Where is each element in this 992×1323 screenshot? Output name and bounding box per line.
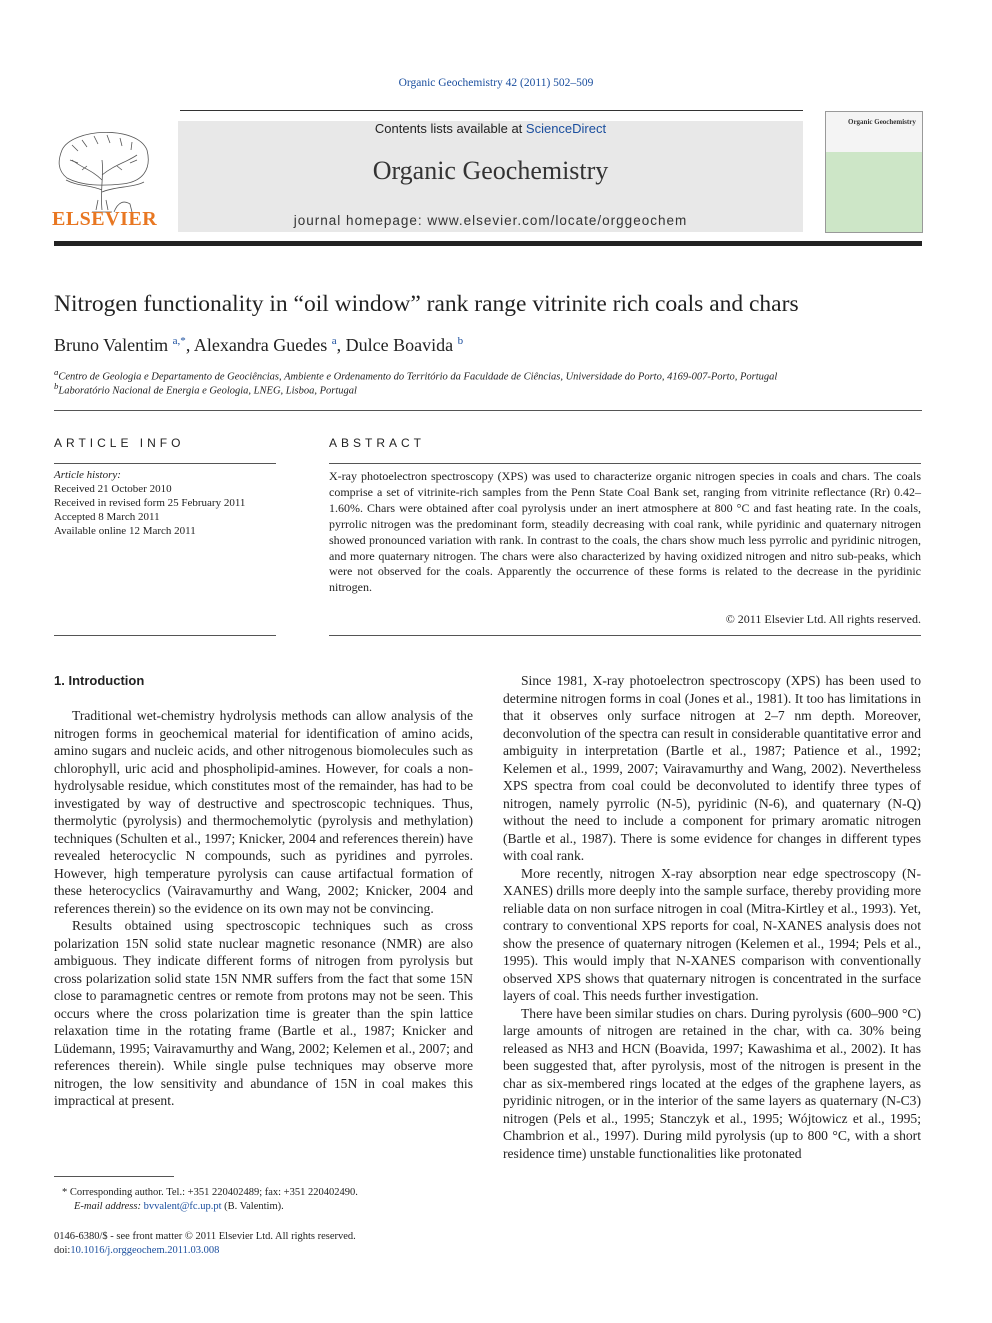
abstract-rule — [329, 463, 921, 464]
doi-link[interactable]: 10.1016/j.orggeochem.2011.03.008 — [70, 1245, 220, 1256]
affiliation-text: Laboratório Nacional de Energia e Geologia, LNEG, Lisboa, Portugal — [58, 385, 357, 397]
author-affiliation-mark[interactable]: a,* — [172, 335, 186, 347]
corresponding-author-note: * Corresponding author. Tel.: +351 220402489; fax: +351 220402490. — [62, 1187, 358, 1198]
journal-name: Organic Geochemistry — [372, 156, 609, 185]
sciencedirect-link[interactable]: ScienceDirect — [525, 121, 607, 136]
abstract-text: X-ray photoelectron spectroscopy (XPS) was used to characterize organic nitrogen species in coals and chars. The coals comprise a set of vitrinite-rich samples from the Penn State Coal Bank set, ranging from vitrinite reflectance (Rr) 0.42–1.60%. Chars were obtained after coal pyrolysis under an inert atmosphere at 800 °C and fast heating rate. In the coals, pyrrolic nitrogen was the predominant form, steadily decreasing with coal rank, while pyridinic and quaternary nitrogen showed pronounced variation with rank. In contrast to the coals, the chars show much less pyrrolic and pyridinic nitrogen, and more quaternary nitrogen. The chars were also characterized by having oxidized nitrogen and nitro sub-peaks, which were not observed for the coals. Apparently the occurrence of these forms is related to the decrease in the pyridinic nitrogen. — [329, 469, 921, 595]
body-paragraph: Since 1981, X-ray photoelectron spectroscopy (XPS) has been used to determine nitrogen forms in coal (Jones et al., 1981). It too has limitations in that it observes only surface nitrogen at 2–7 nm depth. Moreover, deconvolution of the spectra can result in considerable quantitative error and ambiguity in interpretation (Bartle et al., 1987; Patience et al., 1992; Kelemen et al., 1999, 2007; Vairavamurthy and Wang, 2002). Nevertheless XPS spectra from coal could be deconvoluted to identify three types of nitrogen, namely pyrrolic (N-5), pyridinic (N-6), and quaternary (N-Q) without the need to include a component for primary aromatic nitrogen (Bartle et al., 1987). There is some evidence for changes in different types with coal rank. — [503, 673, 921, 863]
email-suffix: (B. Valentim). — [221, 1201, 284, 1212]
history-item: Received 21 October 2010 — [54, 483, 172, 495]
affiliation-divider — [54, 410, 922, 411]
footnote-rule — [54, 1176, 174, 1177]
cover-green-panel — [826, 152, 922, 232]
issn-line: 0146-6380/$ - see front matter © 2011 Elsevier Ltd. All rights reserved. — [54, 1231, 356, 1242]
history-item: Available online 12 March 2011 — [54, 525, 196, 537]
journal-homepage[interactable]: journal homepage: www.elsevier.com/locate/orggeochem — [293, 213, 688, 228]
article-info-rule — [54, 463, 276, 464]
header-top-rule — [180, 110, 803, 111]
affiliation — [54, 381, 357, 397]
author-affiliation-mark[interactable]: a — [331, 335, 337, 347]
email-link[interactable]: bvvalent@fc.up.pt — [143, 1201, 222, 1212]
author-name: Bruno Valentim — [54, 335, 169, 355]
affiliation-text: Centro de Geologia e Departamento de Geociências, Ambiente e Ordenamento do Território da Faculdade de Ciências, Universidade do Porto, 4169-007-Porto, Portugal — [58, 371, 778, 383]
section-heading: 1. Introduction — [54, 673, 145, 688]
article-title: Nitrogen functionality in “oil window” rank range vitrinite rich coals and chars — [54, 291, 799, 317]
abstract-bottom-rule — [329, 635, 921, 636]
body-paragraph: There have been similar studies on chars. During pyrolysis (600–900 °C) large amounts of nitrogen are retained in the char, with ca. 30% being released as NH3 and HCN (Boavida, 1997; Kawashima et al., 2002). It has been suggested that, after pyrolysis, most of the nitrogen is present in the char as six-membered rings located at the edges of the graphene layers, as pyridinic nitrogen, or in the interior of the same layers as quaternary (N-C3) nitrogen (Pels et al., 1995; Stanczyk et al., 1995; Wójtowicz et al., 1995; Chambrion et al., 1997). During mild pyrolysis (up to 800 °C, with a short residence time) unstable functionalities like protonated — [503, 1005, 921, 1161]
journal-citation[interactable]: Organic Geochemistry 42 (2011) 502–509 — [398, 77, 594, 89]
right-column — [503, 672, 921, 1162]
header-bottom-rule — [54, 241, 922, 246]
article-info-bottom-rule — [54, 635, 276, 636]
history-item: Received in revised form 25 February 2011 — [54, 497, 246, 509]
affiliation-mark: a — [54, 367, 59, 377]
affiliation-mark: b — [54, 381, 59, 391]
article-info-heading: ARTICLE INFO — [54, 436, 185, 450]
email-note — [74, 1200, 284, 1214]
journal-cover-thumbnail — [825, 111, 923, 233]
history-item: Accepted 8 March 2011 — [54, 511, 160, 523]
abstract-heading: ABSTRACT — [329, 436, 426, 450]
body-paragraph: Traditional wet-chemistry hydrolysis methods can allow analysis of the nitrogen forms in geochemical material for identification of amino acids, amino sugars and nucleic acids, and other nitrogenous biomolecules such as chlorophyll, uric acid and phospholipid-amines. However, for coals a non-hydrolysable residue, which constitutes most of the remainder, has had to be investigated by way of destructive and spectroscopic techniques. Thus, thermolytic (pyrolysis) and thermochemolytic (pyrolysis and methylation) techniques (Schulten et al., 1997; Knicker, 2004 and references therein) have revealed heterocyclic N compounds, such as pyridines and pyrroles. However, high temperature pyrolysis can cause artifactual formation of these heterocyclics (Vairavamurthy and Wang, 2002; Knicker, 2004 and references therein) so the evidence on its own may not be convincing. — [54, 708, 473, 916]
author-affiliation-mark[interactable]: b — [457, 335, 464, 347]
body-paragraph: Results obtained using spectroscopic techniques such as cross polarization 15N solid state nuclear magnetic resonance (NMR) are also ambiguous. They indicate different forms of nitrogen from pyrolysis but cross polarization solid state 15N NMR suffers from the fact that some 15N close to paramagnetic centres or remote from protons may not be seen. This occurs where the cross polarization time is greater than the spin lattice relaxation time in the rotating frame (Bartle et al., 1987; Knicker and Lüdemann, 1995; Vairavamurthy and Wang, 2002; Kelemen et al., 2007; and references therein). While single pulse techniques may observe more nitrogen, the low sensitivity and abundance of 15N in coal makes this impractical at present. — [54, 918, 473, 1108]
author-list: Bruno Valentim $^{a,*}$, Alexandra Guedes $^a$, Dulce Boavida $^b$ — [54, 335, 464, 355]
cover-title: Organic Geochemistry — [848, 118, 916, 126]
doi-label: doi: — [54, 1245, 71, 1256]
author-name: Dulce Boavida — [345, 335, 454, 355]
left-column — [54, 707, 473, 1110]
contents-line — [178, 121, 803, 136]
doi-line — [54, 1244, 219, 1258]
history-label: Article history: — [54, 469, 121, 481]
article-history — [54, 468, 276, 538]
publisher-wordmark: ELSEVIER — [52, 208, 158, 230]
contents-prefix: Contents lists available at — [374, 121, 526, 136]
abstract-copyright: © 2011 Elsevier Ltd. All rights reserved. — [725, 612, 921, 626]
author-name: Alexandra Guedes — [193, 335, 328, 355]
body-paragraph: More recently, nitrogen X-ray absorption near edge spectroscopy (N-XANES) drills more deeply into the sample surface, thereby providing more reliable data on non surface nitrogen in coal (Mitra-Kirtley et al., 1993). Yet, contrary to conventional XPS reports for coal, N-XANES analysis does not show the presence of quaternary nitrogen (Kelemen et al., 1994; Pels et al., 1995). This would imply that N-XANES comparison with conventionally observed XPS shows that quaternary nitrogen is concentrated in the surface layers of coal. This needs further investigation. — [503, 865, 921, 1003]
email-label: E-mail address: — [74, 1201, 144, 1212]
